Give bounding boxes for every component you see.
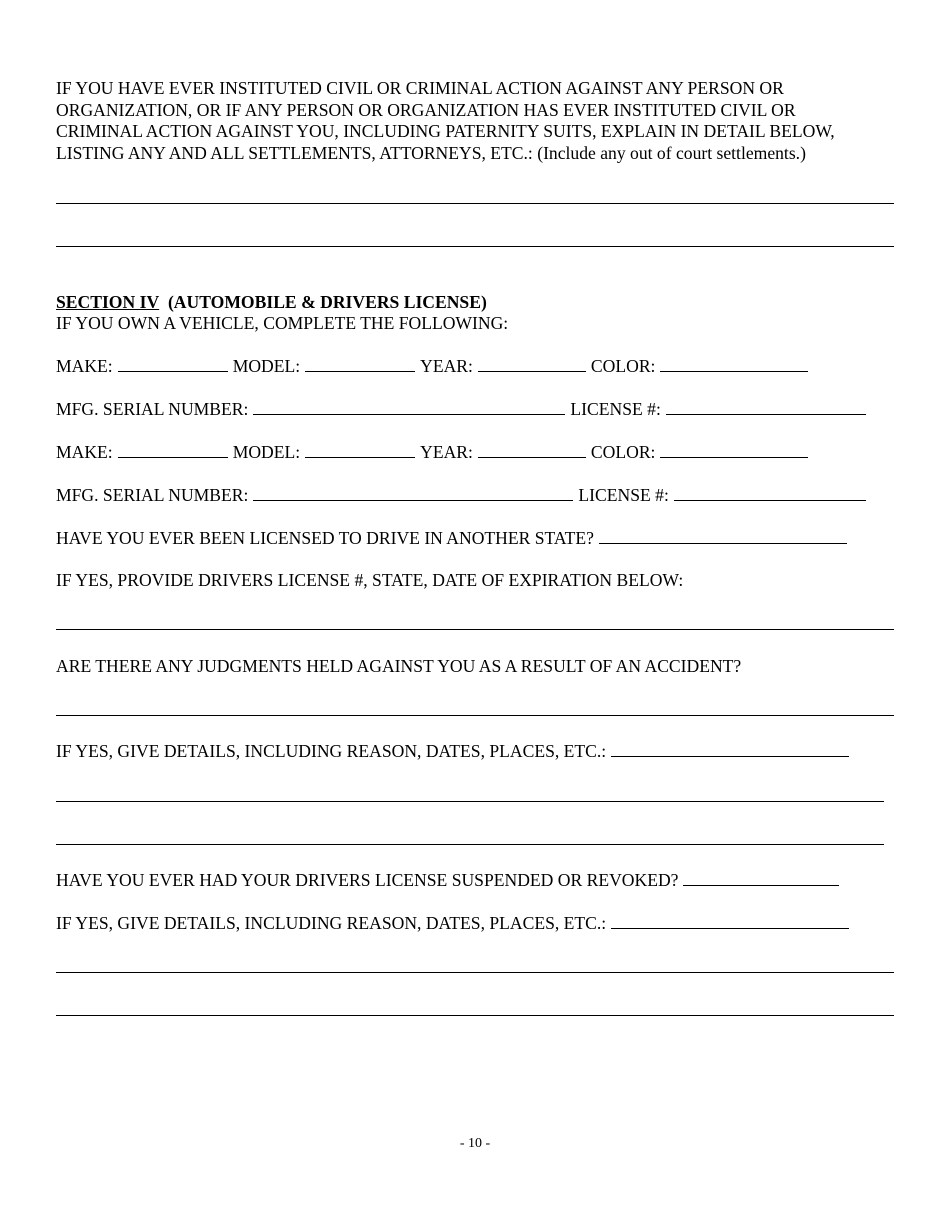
section-title: (AUTOMOBILE & DRIVERS LICENSE) (167, 292, 487, 312)
serial-label: MFG. SERIAL NUMBER: (56, 485, 249, 505)
vehicle-2-serial-field[interactable] (253, 485, 573, 501)
vehicle-1-serial-row (56, 399, 871, 420)
civil-action-answer-line-1[interactable] (56, 203, 894, 204)
license-label: LICENSE #: (570, 399, 661, 419)
other-state-row (56, 528, 852, 549)
judgments-answer-line[interactable] (56, 715, 894, 716)
section-heading (56, 292, 487, 313)
make-label: MAKE: (56, 356, 113, 376)
civil-action-answer-line-2[interactable] (56, 246, 894, 247)
year-label: YEAR: (420, 356, 473, 376)
vehicle-1-license-field[interactable] (666, 399, 866, 415)
suspended-details-question: IF YES, GIVE DETAILS, INCLUDING REASON, DATES, PLACES, ETC.: (56, 913, 607, 933)
judgments-details-question: IF YES, GIVE DETAILS, INCLUDING REASON, DATES, PLACES, ETC.: (56, 741, 607, 761)
vehicle-2-serial-row (56, 485, 871, 506)
civil-action-line-1: IF YOU HAVE EVER INSTITUTED CIVIL OR CRIMINAL ACTION AGAINST ANY PERSON OR (56, 78, 784, 98)
vehicle-2-make-field[interactable] (118, 442, 228, 458)
vehicle-1-model-field[interactable] (305, 356, 415, 372)
suspended-row (56, 870, 844, 891)
vehicle-2-model-field[interactable] (305, 442, 415, 458)
other-state-details-question: IF YES, PROVIDE DRIVERS LICENSE #, STATE, DATE OF EXPIRATION BELOW: (56, 570, 684, 590)
suspended-details-row (56, 913, 854, 934)
suspended-details-field[interactable] (611, 913, 849, 929)
civil-action-question (56, 78, 906, 164)
suspended-details-line-2[interactable] (56, 1015, 894, 1016)
model-label: MODEL: (232, 356, 301, 376)
other-state-details-line[interactable] (56, 629, 894, 630)
color-label: COLOR: (590, 356, 656, 376)
judgments-details-row (56, 741, 854, 762)
judgments-question: ARE THERE ANY JUDGMENTS HELD AGAINST YOU AS A RESULT OF AN ACCIDENT? (56, 656, 742, 676)
serial-label: MFG. SERIAL NUMBER: (56, 399, 249, 419)
civil-action-line-3: CRIMINAL ACTION AGAINST YOU, INCLUDING PATERNITY SUITS, EXPLAIN IN DETAIL BELOW, (56, 121, 835, 141)
model-label: MODEL: (232, 442, 301, 462)
civil-action-line-2: ORGANIZATION, OR IF ANY PERSON OR ORGANIZATION HAS EVER INSTITUTED CIVIL OR (56, 99, 796, 120)
vehicle-1-serial-field[interactable] (253, 399, 565, 415)
suspended-question: HAVE YOU EVER HAD YOUR DRIVERS LICENSE SUSPENDED OR REVOKED? (56, 870, 679, 890)
section-number: SECTION IV (56, 292, 160, 312)
vehicle-1-row (56, 356, 813, 377)
section-instruction: IF YOU OWN A VEHICLE, COMPLETE THE FOLLOWING: (56, 313, 509, 333)
make-label: MAKE: (56, 442, 113, 462)
vehicle-1-year-field[interactable] (478, 356, 586, 372)
vehicle-2-license-field[interactable] (674, 485, 866, 501)
judgments-details-line-1[interactable] (56, 801, 884, 802)
other-state-question: HAVE YOU EVER BEEN LICENSED TO DRIVE IN ANOTHER STATE? (56, 528, 594, 548)
vehicle-2-year-field[interactable] (478, 442, 586, 458)
page-number: - 10 - (459, 1136, 491, 1151)
judgments-details-field[interactable] (611, 741, 849, 757)
vehicle-1-color-field[interactable] (660, 356, 808, 372)
year-label: YEAR: (420, 442, 473, 462)
suspended-answer-field[interactable] (683, 870, 839, 886)
civil-action-line-4: LISTING ANY AND ALL SETTLEMENTS, ATTORNEYS, ETC.: (Include any out of court settlements.) (56, 142, 806, 163)
license-label: LICENSE #: (578, 485, 669, 505)
vehicle-1-make-field[interactable] (118, 356, 228, 372)
judgments-details-line-2[interactable] (56, 844, 884, 845)
color-label: COLOR: (590, 442, 656, 462)
suspended-details-line-1[interactable] (56, 972, 894, 973)
vehicle-2-row (56, 442, 813, 463)
other-state-answer-field[interactable] (599, 528, 847, 544)
vehicle-2-color-field[interactable] (660, 442, 808, 458)
